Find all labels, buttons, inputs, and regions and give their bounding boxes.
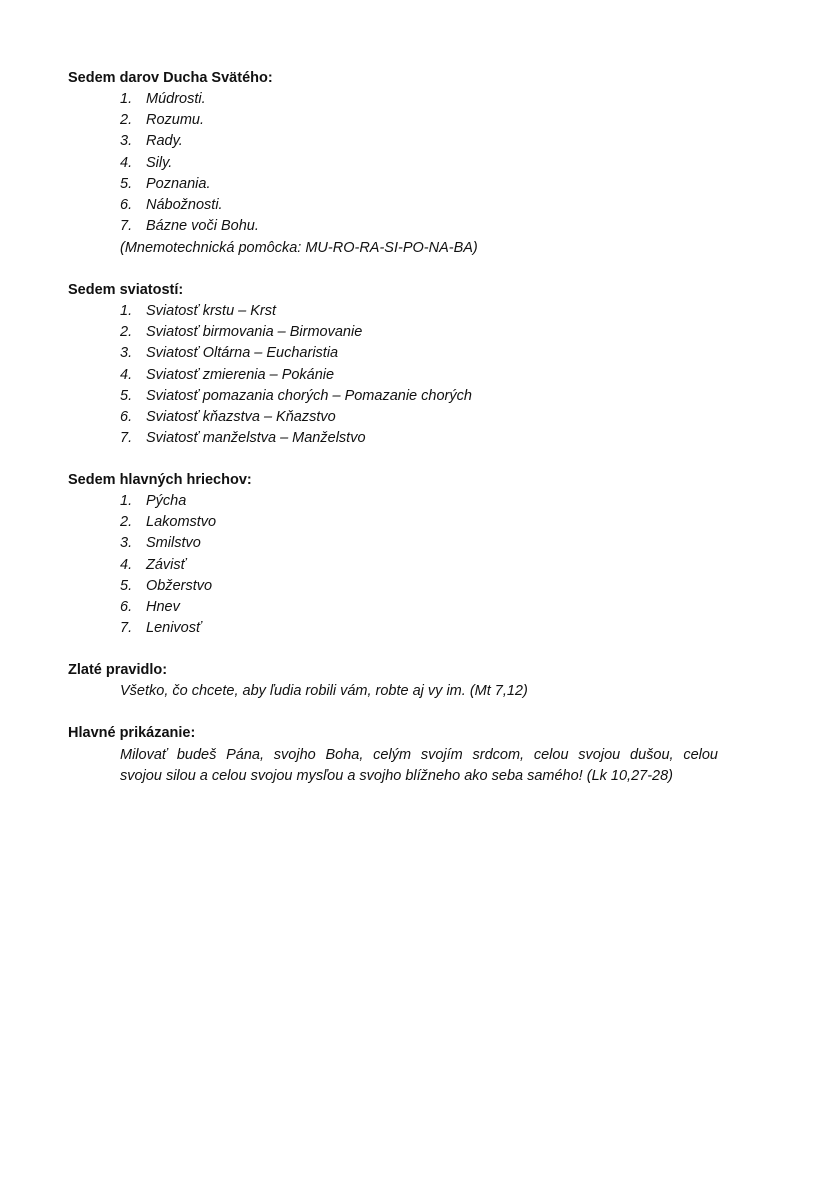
list-item: [120, 407, 472, 428]
list-item-number: 3.: [120, 535, 133, 552]
mnemonic-note: (Mnemotechnická pomôcka: MU-RO-RA-SI-PO-NA-BA): [120, 240, 478, 256]
golden-rule-text: Všetko, čo chcete, aby ľudia robili vám, robte aj vy im. (Mt 7,12): [120, 683, 528, 699]
list-item-text: Smilstvo: [146, 535, 201, 552]
list-item-text: Bázne voči Bohu.: [146, 218, 259, 235]
list-item: [120, 195, 259, 216]
list-item-number: 2.: [120, 112, 133, 129]
list-item: [120, 618, 216, 639]
list-item-text: Sviatosť manželstva – Manželstvo: [146, 430, 366, 447]
list-item-number: 3.: [120, 133, 133, 150]
list-item: [120, 174, 259, 195]
list-item-number: 6.: [120, 598, 133, 615]
list-item-number: 4.: [120, 366, 133, 383]
main-commandment-heading: Hlavné prikázanie:: [68, 725, 196, 741]
list-item-text: Obžerstvo: [146, 577, 213, 594]
list-item-number: 3.: [120, 345, 133, 362]
sacraments-heading: Sedem sviatostí:: [68, 282, 184, 298]
list-item-number: 6.: [120, 196, 133, 213]
list-item: [120, 89, 259, 110]
list-item-number: 2.: [120, 324, 133, 341]
list-item: [120, 365, 472, 386]
list-item-text: Sviatosť krstu – Krst: [146, 303, 277, 319]
list-item-number: 5.: [120, 387, 133, 404]
list-item: [120, 322, 472, 343]
list-item: [120, 512, 216, 533]
list-item: [120, 386, 472, 407]
list-item: [120, 428, 472, 449]
list-item: [120, 533, 216, 554]
list-item-number: 5.: [120, 175, 133, 192]
list-item-text: Rozumu.: [146, 112, 205, 129]
sins-list: [120, 491, 216, 639]
list-item-text: Sviatosť pomazania chorých – Pomazanie chorých: [146, 387, 472, 404]
list-item-number: 7.: [120, 218, 133, 235]
list-item-text: Lakomstvo: [146, 514, 217, 531]
list-item-number: 5.: [120, 577, 133, 594]
list-item-text: Pýcha: [146, 493, 187, 509]
sacraments-list: [120, 301, 472, 449]
list-item-number: 6.: [120, 408, 133, 425]
gifts-heading: Sedem darov Ducha Svätého:: [68, 70, 273, 86]
list-item: [120, 153, 259, 174]
list-item: [120, 576, 216, 597]
list-item: [120, 110, 259, 131]
list-item-text: Závisť: [146, 556, 186, 573]
list-item: [120, 597, 216, 618]
list-item-number: 2.: [120, 514, 133, 531]
gifts-list: [120, 89, 259, 237]
list-item: [120, 216, 259, 237]
list-item-number: 7.: [120, 620, 133, 637]
list-item-number: 1.: [120, 91, 133, 107]
sins-heading: Sedem hlavných hriechov:: [68, 472, 252, 488]
list-item-text: Sily.: [146, 154, 173, 171]
list-item-text: Nábožnosti.: [146, 196, 223, 213]
main-commandment-line-1: Milovať budeš Pána, svojho Boha, celým svojím srdcom, celou svojou dušou, celou: [120, 747, 718, 763]
main-commandment-text: [120, 745, 718, 787]
list-item-text: Poznania.: [146, 175, 211, 192]
list-item-text: Lenivosť: [146, 620, 202, 637]
list-item: [120, 131, 259, 152]
list-item-text: Sviatosť kňazstva – Kňazstvo: [146, 408, 336, 425]
list-item-text: Múdrosti.: [146, 91, 206, 107]
golden-rule-heading: Zlaté pravidlo:: [68, 662, 168, 678]
list-item-text: Hnev: [146, 598, 180, 615]
list-item: [120, 343, 472, 364]
list-item-number: 1.: [120, 303, 133, 319]
list-item: [120, 555, 216, 576]
main-commandment-line-2: svojou silou a celou svojou mysľou a svojho blížneho ako seba samého! (Lk 10,27-28): [120, 768, 673, 784]
list-item-text: Sviatosť zmierenia – Pokánie: [146, 366, 335, 383]
list-item-number: 4.: [120, 154, 133, 171]
list-item-text: Rady.: [146, 133, 183, 150]
list-item-number: 4.: [120, 556, 133, 573]
list-item: [120, 491, 216, 512]
list-item-text: Sviatosť Oltárna – Eucharistia: [146, 345, 339, 362]
list-item-number: 7.: [120, 430, 133, 447]
list-item-text: Sviatosť birmovania – Birmovanie: [146, 324, 363, 341]
list-item-number: 1.: [120, 493, 133, 509]
list-item: [120, 301, 472, 322]
